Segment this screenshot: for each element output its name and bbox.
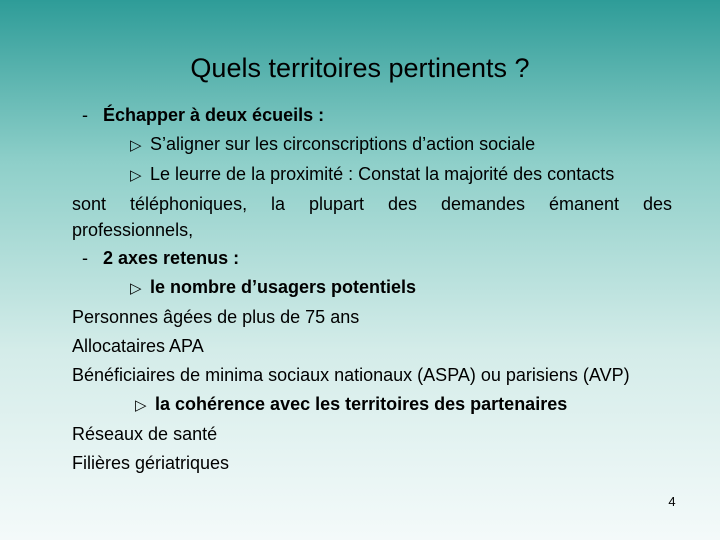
section2-axis2: la cohérence avec les territoires des partenaires [155, 394, 568, 414]
triangle-bullet-icon: ▷ [130, 280, 142, 297]
page-number: 4 [668, 494, 676, 509]
dash-bullet: - [82, 105, 88, 125]
triangle-bullet-icon: ▷ [130, 167, 142, 184]
axis1-item: Allocataires APA [72, 336, 204, 356]
section1-item1-line [72, 130, 672, 160]
section2-axis1: le nombre d’usagers potentiels [150, 277, 417, 297]
section2-axis2-line [72, 390, 672, 420]
section1-item2-continuation: sont téléphoniques, la plupart des demandes émanent des [72, 194, 672, 214]
section2-heading: 2 axes retenus : [103, 248, 240, 268]
axis1-item: Bénéficiaires de minima sociaux nationaux (ASPA) ou parisiens (AVP) [72, 365, 630, 385]
triangle-bullet-icon: ▷ [130, 137, 142, 154]
axis2-item: Filières gériatriques [72, 453, 230, 473]
dash-bullet: - [82, 248, 88, 268]
section1-item2-line [72, 160, 672, 190]
section1-item2-end: professionnels, [72, 220, 194, 240]
axis1-item: Personnes âgées de plus de 75 ans [72, 307, 360, 327]
axis2-item: Réseaux de santé [72, 424, 218, 444]
section1-heading: Échapper à deux écueils : [103, 105, 325, 125]
section1-item2-start: Le leurre de la proximité : Constat la majorité des contacts [150, 164, 615, 184]
slide-body [72, 101, 672, 478]
section1-item1: S’aligner sur les circonscriptions d’action sociale [150, 134, 536, 154]
section2-axis1-line [72, 273, 672, 303]
section1-heading-line [72, 101, 672, 130]
section2-heading-line [72, 241, 672, 273]
triangle-bullet-icon: ▷ [135, 397, 147, 414]
slide-title: Quels territoires pertinents ? [190, 53, 530, 83]
